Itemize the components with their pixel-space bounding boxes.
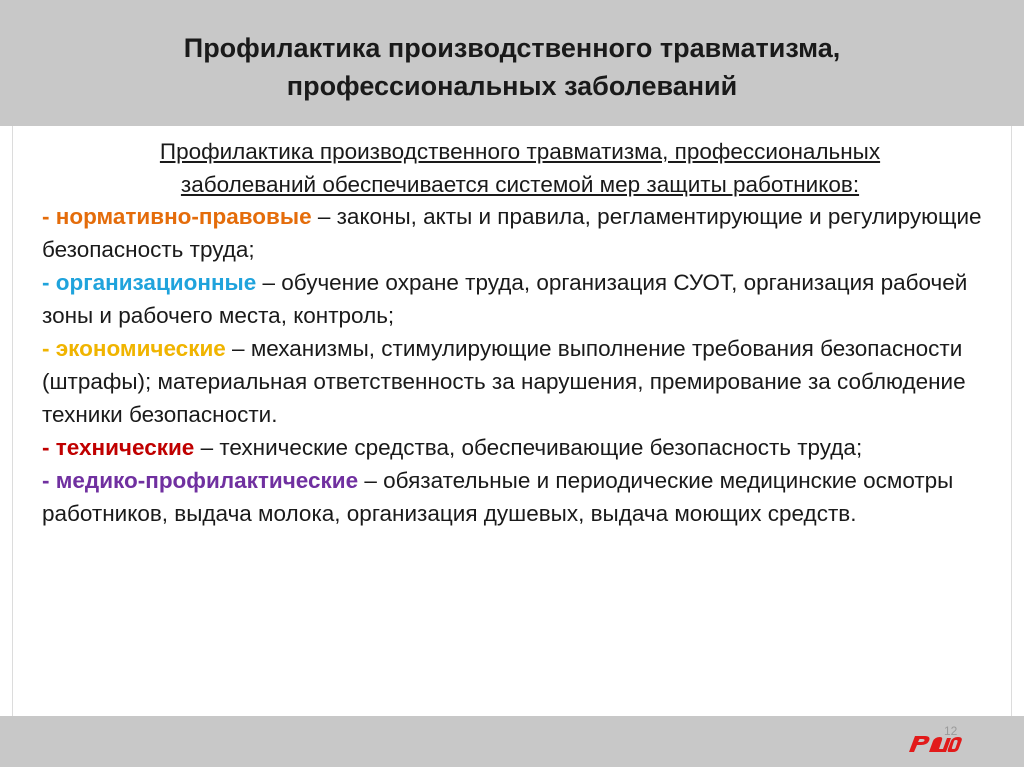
item-prefix: - — [42, 336, 56, 361]
footer-band — [0, 716, 1024, 767]
list-item — [42, 332, 1002, 431]
list-item — [42, 200, 1002, 266]
intro-line-2: заболеваний обеспечивается системой мер защиты работников: — [180, 172, 860, 197]
list-item — [42, 431, 1002, 464]
intro-line-1: Профилактика производственного травматизма, профессиональных — [159, 139, 881, 164]
item-prefix: - — [42, 270, 56, 295]
item-text: – механизмы, стимулирующие выполнение требования безопасности (штрафы); материальная ответственность за нарушения, премирование за соблюдение техники безопасности. — [42, 336, 966, 427]
item-prefix: - — [42, 468, 56, 493]
item-prefix: - — [42, 435, 56, 460]
item-prefix: - — [42, 204, 56, 229]
item-term: нормативно-правовые — [55, 204, 312, 229]
page-number: 12 — [944, 724, 958, 738]
item-text: – технические средства, обеспечивающие безопасность труда; — [194, 435, 863, 460]
intro-text — [40, 135, 1000, 201]
item-term: медико-профилактические — [55, 468, 359, 493]
item-text: – обучение охране труда, организация СУОТ, организация рабочей зоны и рабочего места, контроль; — [42, 270, 968, 328]
title-line-2: профессиональных заболеваний — [286, 71, 738, 101]
list-item — [42, 464, 1002, 530]
slide-title — [184, 29, 840, 105]
item-term: технические — [55, 435, 195, 460]
title-line-1: Профилактика производственного травматизма, — [183, 33, 841, 63]
header-band — [0, 0, 1024, 126]
list-item — [42, 266, 1002, 332]
item-text: – законы, акты и правила, регламентирующие и регулирующие безопасность труда; — [42, 204, 982, 262]
item-text: – обязательные и периодические медицинские осмотры работников, выдача молока, организация душевых, выдача моющих средств. — [42, 468, 954, 526]
measures-list — [42, 200, 1002, 530]
item-term: организационные — [55, 270, 257, 295]
item-term: экономические — [55, 336, 226, 361]
